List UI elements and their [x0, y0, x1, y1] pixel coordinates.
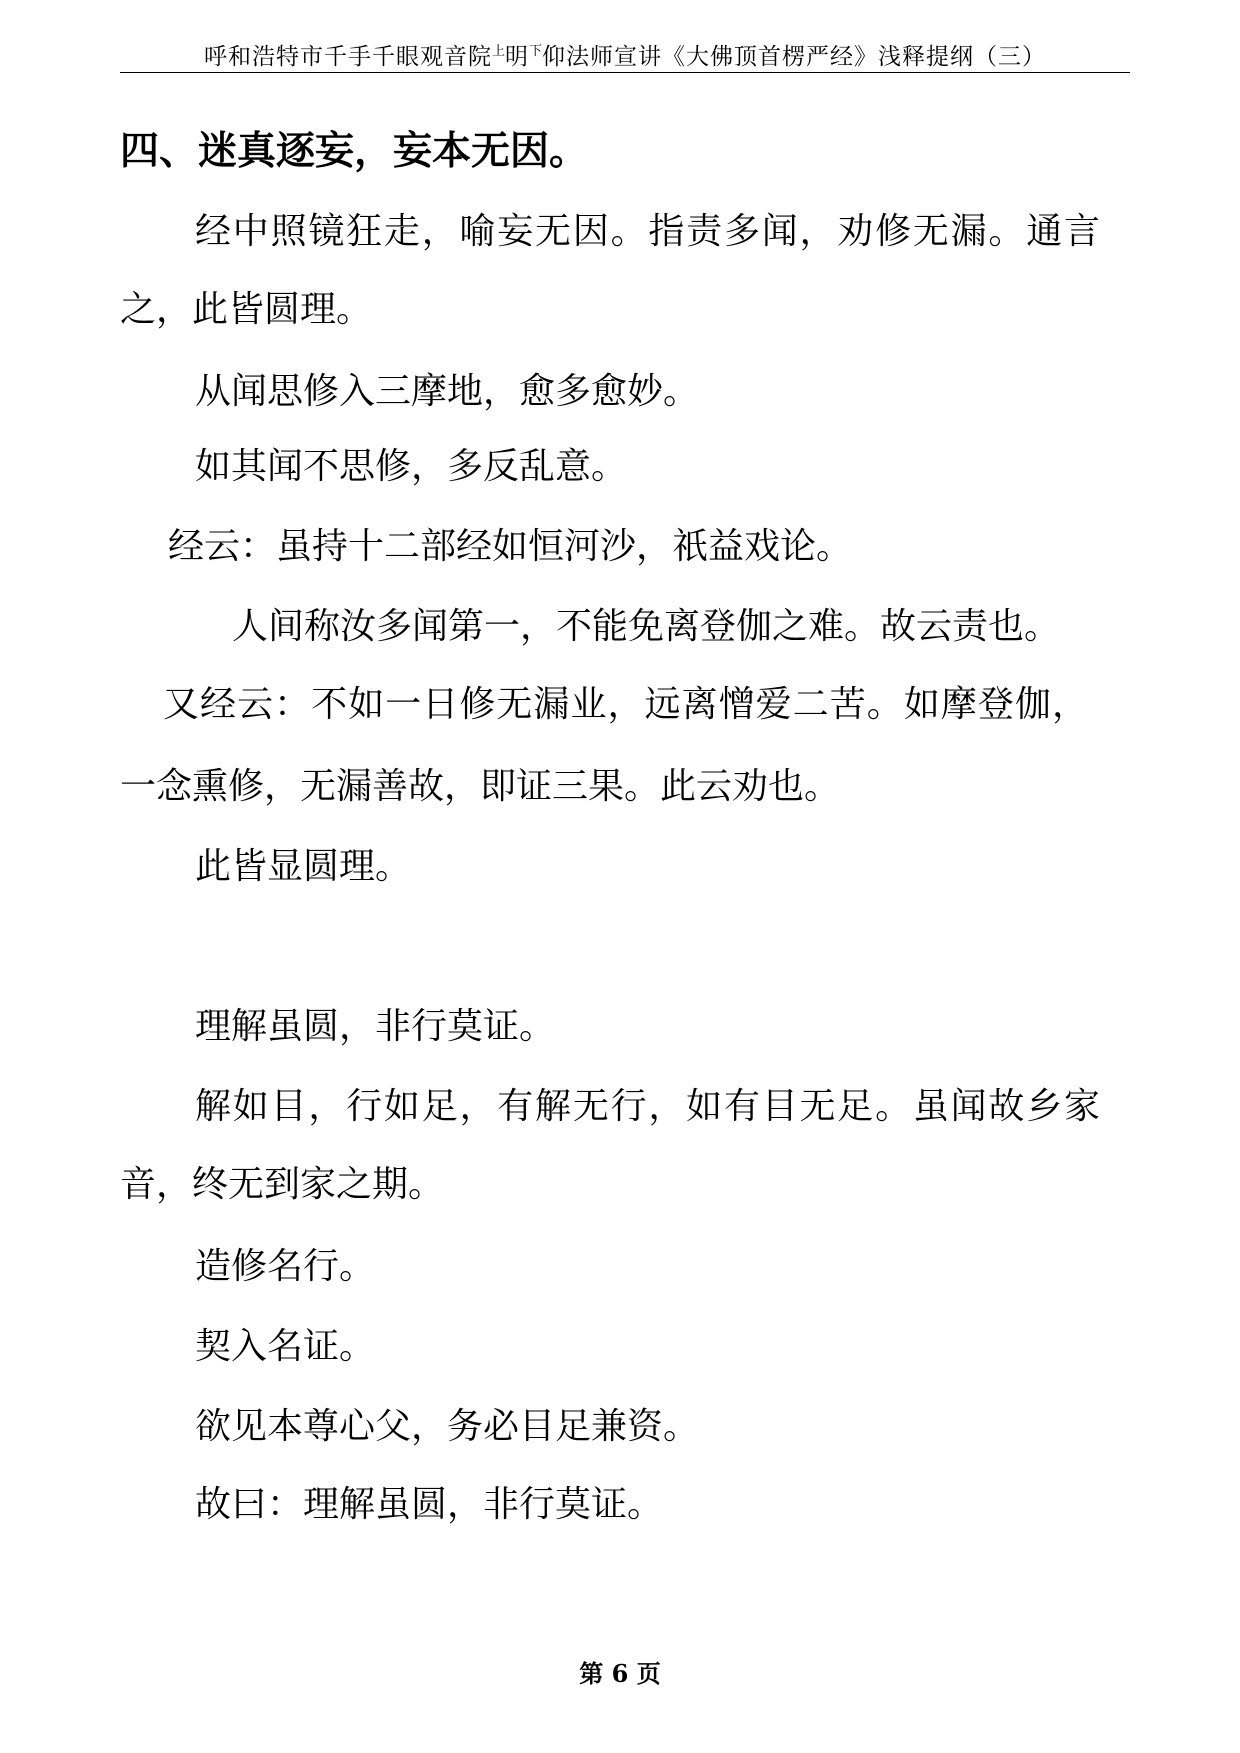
paragraph-line: 从闻思修入三摩地，愈多愈妙。 — [195, 371, 700, 412]
section-heading: 四、迷真逐妄，妄本无因。 — [120, 128, 589, 174]
header-text-post: 仰法师宣讲《大佛顶首楞严经》浅释提纲（三） — [542, 44, 1047, 70]
header-superscript-down: 下 — [529, 44, 543, 59]
paragraph-line: 此皆显圆理。 — [195, 846, 412, 887]
paragraph-line: 造修名行。 — [195, 1246, 376, 1287]
paragraph-line: 音，终无到家之期。 — [120, 1164, 445, 1205]
paragraph-line: 理解虽圆，非行莫证。 — [195, 1006, 556, 1047]
paragraph-line: 欲见本尊心父，务必目足兼资。 — [195, 1406, 700, 1447]
paragraph-line: 又经云：不如一日修无漏业，远离憎爱二苦。如摩登伽， — [163, 684, 1088, 725]
page-header — [120, 38, 1130, 73]
paragraph-line: 契入名证。 — [195, 1326, 376, 1367]
paragraph-line: 经中照镜狂走，喻妄无因。指责多闻，劝修无漏。通言 — [195, 211, 1100, 252]
paragraph-line: 如其闻不思修，多反乱意。 — [195, 446, 628, 487]
paragraph-line: 一念熏修，无漏善故，即证三果。此云劝也。 — [120, 766, 841, 807]
paragraph-line: 解如目，行如足，有解无行，如有目无足。虽闻故乡家 — [195, 1086, 1100, 1127]
header-superscript-up: 上 — [491, 44, 505, 59]
paragraph-line: 故曰：理解虽圆，非行莫证。 — [195, 1484, 664, 1525]
paragraph-line: 经云：虽持十二部经如恒河沙，祇益戏论。 — [168, 526, 853, 567]
paragraph-line: 之，此皆圆理。 — [120, 289, 373, 330]
header-text-pre: 呼和浩特市千手千眼观音院 — [203, 44, 492, 70]
paragraph-line: 人间称汝多闻第一，不能免离登伽之难。故云责也。 — [232, 606, 1061, 647]
page-number: 第 6 页 — [579, 1659, 661, 1688]
header-text-mid: 明 — [505, 44, 529, 70]
